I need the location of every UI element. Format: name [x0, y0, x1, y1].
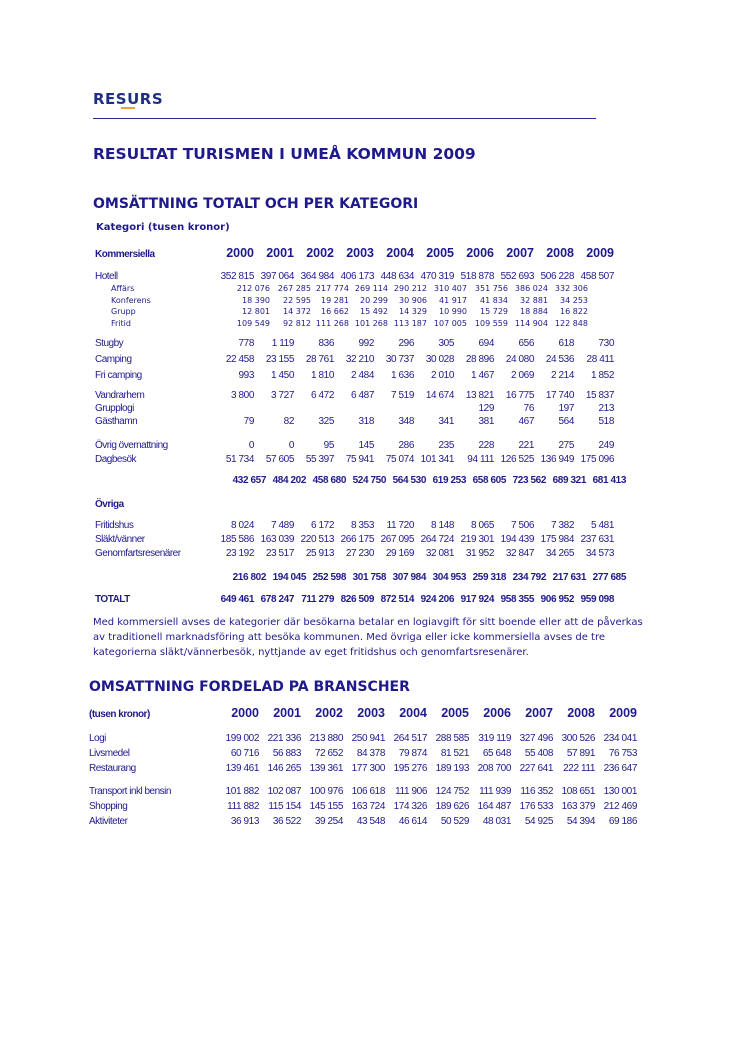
cell-value: 39 254: [314, 816, 343, 827]
subtotal-other-value: 194 045: [272, 572, 306, 583]
cell-value: 189 626: [435, 801, 469, 812]
cell-value: 213 880: [309, 733, 343, 744]
cell-value: 924 206: [420, 594, 454, 605]
row-label: Transport inkl bensin: [89, 786, 171, 797]
cell-value: 2 010: [430, 370, 454, 381]
cell-value: 136 949: [540, 454, 574, 465]
cell-value: 95: [323, 440, 334, 451]
cell-value: 264 517: [393, 733, 427, 744]
cell-value: 124 752: [435, 786, 469, 797]
cell-value: 221 336: [267, 733, 301, 744]
cell-value: 288 585: [435, 733, 469, 744]
cell-value: 100 976: [309, 786, 343, 797]
cell-value: 458 507: [580, 271, 614, 282]
cell-value: 13 821: [465, 390, 494, 401]
cell-value: 101 882: [225, 786, 259, 797]
cell-value: 55 408: [524, 748, 553, 759]
cell-value: 111 939: [479, 786, 511, 797]
hotel-subrow-value: 19 281: [321, 295, 349, 305]
cell-value: 2 214: [550, 370, 574, 381]
subtotal-commercial-value: 524 750: [352, 475, 386, 486]
hotel-subrow-label: Konferens: [111, 295, 151, 305]
cell-value: 0: [288, 440, 294, 451]
hotel-subrow-value: 212 076: [236, 284, 270, 293]
cell-value: 275: [558, 440, 574, 451]
cell-value: 51 734: [225, 454, 254, 465]
cell-value: 34 573: [585, 548, 614, 559]
cell-value: 146 265: [267, 763, 301, 774]
cell-value: 8 024: [230, 520, 254, 531]
cell-value: 506 228: [540, 271, 574, 282]
cell-value: 341: [438, 416, 454, 427]
hotel-subrow-value: 16 822: [560, 307, 588, 316]
resurs-logo: RESURS: [93, 90, 164, 108]
cell-value: 24 536: [545, 354, 574, 365]
cell-value: 129: [478, 403, 494, 414]
cell-value: 28 761: [305, 354, 334, 365]
cell-value: 65 648: [482, 748, 511, 759]
year-header: 2000: [226, 246, 254, 260]
subtotal-other-value: 301 758: [352, 572, 386, 583]
cell-value: 32 210: [345, 354, 374, 365]
subtotal-commercial-value: 619 253: [432, 475, 466, 486]
row-label: Restaurang: [89, 763, 136, 774]
cell-value: 221: [518, 440, 534, 451]
year-header: 2008: [546, 246, 574, 260]
cell-value: 60 716: [230, 748, 259, 759]
year-header: 2007: [525, 706, 553, 720]
hotel-subrow-value: 351 756: [474, 284, 508, 293]
section2-heading: OMSATTNING FORDELAD PA BRANSCHER: [89, 679, 410, 695]
footnote: Med kommersiell avses de kategorier där besökarna betalar en logiavgift för sitt boende eller att de påverkas av traditionell marknadsföring att besöka kommunen. Med övriga eller icke kommersiella avses de tre kategorierna släkt/vännerbesök, nyttjande av eget fritidshus och genomfartsresenärer.: [93, 617, 643, 658]
cell-value: 115 154: [268, 801, 301, 812]
cell-value: 79: [243, 416, 254, 427]
cell-value: 102 087: [267, 786, 301, 797]
cell-value: 23 517: [265, 548, 294, 559]
cell-value: 29 169: [385, 548, 414, 559]
section1-subheading: Kategori (tusen kronor): [96, 222, 230, 233]
header-tusen-kronor: (tusen kronor): [89, 709, 150, 720]
row-label: TOTALT: [95, 594, 130, 605]
hotel-subrow-value: 92 812: [283, 318, 311, 328]
year-header: 2003: [346, 246, 374, 260]
cell-value: 264 724: [420, 534, 454, 545]
cell-value: 352 815: [220, 271, 254, 282]
cell-value: 826 509: [340, 594, 374, 605]
subtotal-commercial-value: 484 202: [272, 475, 306, 486]
header-divider: [93, 118, 596, 119]
hotel-subrow-value: 109 549: [236, 318, 270, 328]
cell-value: 649 461: [220, 594, 254, 605]
cell-value: 175 096: [580, 454, 614, 465]
hotel-subrow-value: 267 285: [277, 284, 311, 293]
cell-value: 54 394: [566, 816, 595, 827]
row-label: Aktiviteter: [89, 816, 128, 827]
cell-value: 72 652: [314, 748, 343, 759]
year-header: 2000: [231, 706, 259, 720]
cell-value: 57 891: [566, 748, 595, 759]
cell-value: 2 484: [350, 370, 374, 381]
hotel-subrow-value: 114 904: [514, 318, 548, 328]
subtotal-commercial-value: 689 321: [552, 475, 586, 486]
row-label: Gästhamn: [95, 416, 138, 427]
cell-value: 176 533: [519, 801, 553, 812]
row-label: Hotell: [95, 271, 118, 282]
cell-value: 111 906: [395, 786, 427, 797]
cell-value: 236 647: [603, 763, 637, 774]
cell-value: 7 382: [550, 520, 574, 531]
hotel-subrow-value: 14 372: [283, 307, 311, 316]
hotel-subrow-value: 41 834: [480, 295, 508, 305]
hotel-subrow-value: 14 329: [399, 307, 427, 316]
hotel-subrow-value: 15 492: [360, 307, 388, 316]
cell-value: 175 984: [540, 534, 574, 545]
cell-value: 17 740: [545, 390, 574, 401]
cell-value: 34 265: [545, 548, 574, 559]
cell-value: 36 522: [272, 816, 301, 827]
cell-value: 6 172: [310, 520, 334, 531]
hotel-subrow-value: 18 884: [520, 307, 548, 316]
cell-value: 2 069: [510, 370, 534, 381]
page-title: RESULTAT TURISMEN I UMEÅ KOMMUN 2009: [93, 145, 476, 163]
cell-value: 237 631: [580, 534, 614, 545]
cell-value: 564: [558, 416, 574, 427]
cell-value: 212 469: [603, 801, 637, 812]
cell-value: 163 724: [351, 801, 385, 812]
cell-value: 11 720: [386, 520, 414, 531]
hotel-subrow-value: 18 390: [242, 295, 270, 305]
cell-value: 7 519: [390, 390, 414, 401]
cell-value: 1 810: [310, 370, 334, 381]
cell-value: 84 378: [356, 748, 385, 759]
row-label: Camping: [95, 354, 132, 365]
hotel-subrow-value: 34 253: [560, 295, 588, 305]
cell-value: 1 852: [590, 370, 614, 381]
hotel-subrow-value: 32 881: [520, 295, 548, 305]
year-header: 2005: [426, 246, 454, 260]
cell-value: 24 080: [505, 354, 534, 365]
section1-heading: OMSÄTTNING TOTALT OCH PER KATEGORI: [93, 196, 419, 212]
cell-value: 227 641: [519, 763, 553, 774]
cell-value: 28 411: [586, 354, 614, 365]
cell-value: 266 175: [340, 534, 374, 545]
cell-value: 8 148: [430, 520, 454, 531]
year-header: 2009: [586, 246, 614, 260]
other-label: Övriga: [95, 499, 124, 510]
cell-value: 3 727: [270, 390, 294, 401]
cell-value: 305: [438, 338, 454, 349]
cell-value: 300 526: [561, 733, 595, 744]
hotel-subrow-value: 12 801: [242, 307, 270, 316]
row-label: Dagbesök: [95, 454, 137, 465]
cell-value: 325: [318, 416, 334, 427]
cell-value: 14 674: [425, 390, 454, 401]
year-header: 2002: [315, 706, 343, 720]
year-header: 2008: [567, 706, 595, 720]
year-header: 2002: [306, 246, 334, 260]
cell-value: 397 064: [260, 271, 294, 282]
cell-value: 56 883: [272, 748, 301, 759]
subtotal-other-value: 304 953: [432, 572, 466, 583]
cell-value: 185 586: [220, 534, 254, 545]
cell-value: 993: [238, 370, 254, 381]
cell-value: 164 487: [477, 801, 511, 812]
subtotal-commercial-value: 658 605: [472, 475, 506, 486]
cell-value: 1 467: [470, 370, 494, 381]
cell-value: 1 636: [390, 370, 414, 381]
cell-value: 36 913: [230, 816, 259, 827]
hotel-subrow-value: 107 005: [433, 318, 467, 328]
cell-value: 5 481: [590, 520, 614, 531]
hotel-subrow-value: 30 906: [399, 295, 427, 305]
cell-value: 57 605: [265, 454, 294, 465]
cell-value: 7 489: [270, 520, 294, 531]
cell-value: 6 472: [310, 390, 334, 401]
cell-value: 23 155: [265, 354, 294, 365]
cell-value: 48 031: [482, 816, 511, 827]
cell-value: 678 247: [260, 594, 294, 605]
cell-value: 364 984: [300, 271, 334, 282]
cell-value: 267 095: [380, 534, 414, 545]
cell-value: 470 319: [420, 271, 454, 282]
cell-value: 197: [558, 403, 574, 414]
cell-value: 145: [358, 440, 374, 451]
cell-value: 836: [318, 338, 334, 349]
row-label: Shopping: [89, 801, 128, 812]
row-label: Övrig övernattning: [95, 440, 168, 451]
cell-value: 163 379: [561, 801, 595, 812]
cell-value: 992: [358, 338, 374, 349]
cell-value: 219 301: [460, 534, 494, 545]
cell-value: 75 941: [345, 454, 374, 465]
cell-value: 228: [478, 440, 494, 451]
year-header: 2004: [399, 706, 427, 720]
cell-value: 163 039: [260, 534, 294, 545]
hotel-subrow-value: 20 299: [360, 295, 388, 305]
hotel-subrow-value: 217 774: [315, 284, 349, 293]
cell-value: 15 837: [585, 390, 614, 401]
hotel-subrow-label: Affärs: [111, 284, 135, 293]
cell-value: 618: [558, 338, 574, 349]
hotel-subrow-value: 10 990: [439, 307, 467, 316]
subtotal-commercial-value: 564 530: [392, 475, 426, 486]
cell-value: 82: [283, 416, 294, 427]
cell-value: 130 001: [603, 786, 637, 797]
cell-value: 76 753: [608, 748, 637, 759]
cell-value: 55 397: [305, 454, 334, 465]
cell-value: 116 352: [520, 786, 553, 797]
row-label: Logi: [89, 733, 106, 744]
hotel-subrow-value: 332 306: [554, 284, 588, 293]
cell-value: 222 111: [563, 763, 595, 774]
cell-value: 111 882: [227, 801, 259, 812]
subtotal-other-value: 259 318: [472, 572, 506, 583]
cell-value: 518: [598, 416, 614, 427]
cell-value: 16 775: [505, 390, 534, 401]
cell-value: 235: [438, 440, 454, 451]
cell-value: 139 461: [225, 763, 259, 774]
cell-value: 8 353: [350, 520, 374, 531]
year-header: 2001: [266, 246, 294, 260]
cell-value: 213: [598, 403, 614, 414]
cell-value: 31 952: [465, 548, 494, 559]
cell-value: 6 487: [350, 390, 374, 401]
year-header: 2007: [506, 246, 534, 260]
header-kommersiella: Kommersiella: [95, 249, 155, 260]
hotel-subrow-label: Fritid: [111, 318, 131, 328]
cell-value: 327 496: [519, 733, 553, 744]
hotel-subrow-value: 109 559: [474, 318, 508, 328]
row-label: Fri camping: [95, 370, 142, 381]
subtotal-other-value: 307 984: [392, 572, 426, 583]
cell-value: 32 081: [425, 548, 454, 559]
hotel-subrow-value: 310 407: [433, 284, 467, 293]
cell-value: 250 941: [351, 733, 385, 744]
subtotal-other-value: 252 598: [312, 572, 346, 583]
cell-value: 23 192: [225, 548, 254, 559]
subtotal-commercial-value: 681 413: [592, 475, 626, 486]
cell-value: 917 924: [460, 594, 494, 605]
cell-value: 101 341: [420, 454, 454, 465]
cell-value: 27 230: [345, 548, 374, 559]
cell-value: 1 450: [270, 370, 294, 381]
cell-value: 139 361: [309, 763, 343, 774]
cell-value: 694: [478, 338, 494, 349]
cell-value: 32 847: [505, 548, 534, 559]
hotel-subrow-value: 22 595: [283, 295, 311, 305]
cell-value: 319 119: [478, 733, 511, 744]
hotel-subrow-value: 290 212: [393, 284, 427, 293]
cell-value: 296: [398, 338, 414, 349]
year-header: 2004: [386, 246, 414, 260]
row-label: Livsmedel: [89, 748, 130, 759]
cell-value: 174 326: [393, 801, 427, 812]
hotel-subrow-value: 269 114: [354, 284, 388, 293]
hotel-subrow-value: 41 917: [439, 295, 467, 305]
cell-value: 959 098: [580, 594, 614, 605]
cell-value: 195 276: [393, 763, 427, 774]
year-header: 2001: [273, 706, 301, 720]
year-header: 2009: [609, 706, 637, 720]
cell-value: 25 913: [305, 548, 334, 559]
cell-value: 448 634: [380, 271, 414, 282]
cell-value: 81 521: [440, 748, 469, 759]
subtotal-other-value: 234 792: [512, 572, 546, 583]
cell-value: 778: [238, 338, 254, 349]
cell-value: 3 800: [230, 390, 254, 401]
cell-value: 126 525: [500, 454, 534, 465]
row-label: Genomfartsresenärer: [95, 548, 181, 559]
row-label: Släkt/vänner: [95, 534, 145, 545]
cell-value: 145 155: [309, 801, 343, 812]
cell-value: 189 193: [435, 763, 469, 774]
row-label: Vandrarhem: [95, 390, 145, 401]
subtotal-other-value: 277 685: [592, 572, 626, 583]
cell-value: 958 355: [500, 594, 534, 605]
subtotal-commercial-value: 723 562: [512, 475, 546, 486]
cell-value: 22 458: [225, 354, 254, 365]
cell-value: 50 529: [440, 816, 469, 827]
logo-accent-mark: [121, 101, 135, 109]
cell-value: 518 878: [460, 271, 494, 282]
cell-value: 656: [518, 338, 534, 349]
cell-value: 1 119: [271, 338, 294, 349]
hotel-subrow-value: 111 268: [315, 318, 349, 328]
hotel-subrow-value: 386 024: [514, 284, 548, 293]
cell-value: 43 548: [356, 816, 385, 827]
hotel-subrow-value: 16 662: [321, 307, 349, 316]
year-header: 2003: [357, 706, 385, 720]
cell-value: 467: [518, 416, 534, 427]
row-label: Stugby: [95, 338, 124, 349]
row-label: Fritidshus: [95, 520, 134, 531]
hotel-subrow-value: 113 187: [393, 318, 427, 328]
cell-value: 286: [398, 440, 414, 451]
subtotal-other-value: 217 631: [552, 572, 586, 583]
cell-value: 208 700: [477, 763, 511, 774]
row-label: Grupplogi: [95, 403, 134, 414]
cell-value: 30 737: [385, 354, 414, 365]
subtotal-commercial-value: 458 680: [312, 475, 346, 486]
hotel-subrow-value: 15 729: [480, 307, 508, 316]
cell-value: 7 506: [510, 520, 534, 531]
subtotal-other-value: 216 802: [232, 572, 266, 583]
cell-value: 79 874: [398, 748, 427, 759]
cell-value: 30 028: [425, 354, 454, 365]
cell-value: 28 896: [465, 354, 494, 365]
cell-value: 108 651: [561, 786, 595, 797]
cell-value: 106 618: [351, 786, 385, 797]
cell-value: 8 065: [470, 520, 494, 531]
hotel-subrow-value: 122 848: [554, 318, 588, 328]
cell-value: 872 514: [380, 594, 414, 605]
year-header: 2006: [466, 246, 494, 260]
cell-value: 177 300: [351, 763, 385, 774]
year-header: 2005: [441, 706, 469, 720]
cell-value: 711 279: [301, 594, 334, 605]
cell-value: 75 074: [385, 454, 414, 465]
cell-value: 54 925: [524, 816, 553, 827]
cell-value: 76: [523, 403, 534, 414]
cell-value: 234 041: [603, 733, 637, 744]
cell-value: 69 186: [608, 816, 637, 827]
subtotal-commercial-value: 432 657: [232, 475, 266, 486]
cell-value: 552 693: [500, 271, 534, 282]
cell-value: 220 513: [300, 534, 334, 545]
cell-value: 906 952: [540, 594, 574, 605]
cell-value: 194 439: [500, 534, 534, 545]
cell-value: 381: [478, 416, 494, 427]
cell-value: 46 614: [398, 816, 427, 827]
hotel-subrow-value: 101 268: [354, 318, 388, 328]
cell-value: 94 111: [467, 454, 494, 465]
cell-value: 730: [598, 338, 614, 349]
hotel-subrow-label: Grupp: [111, 307, 136, 316]
cell-value: 348: [398, 416, 414, 427]
cell-value: 406 173: [340, 271, 374, 282]
cell-value: 249: [598, 440, 614, 451]
year-header: 2006: [483, 706, 511, 720]
cell-value: 199 002: [225, 733, 259, 744]
cell-value: 0: [248, 440, 254, 451]
cell-value: 318: [358, 416, 374, 427]
